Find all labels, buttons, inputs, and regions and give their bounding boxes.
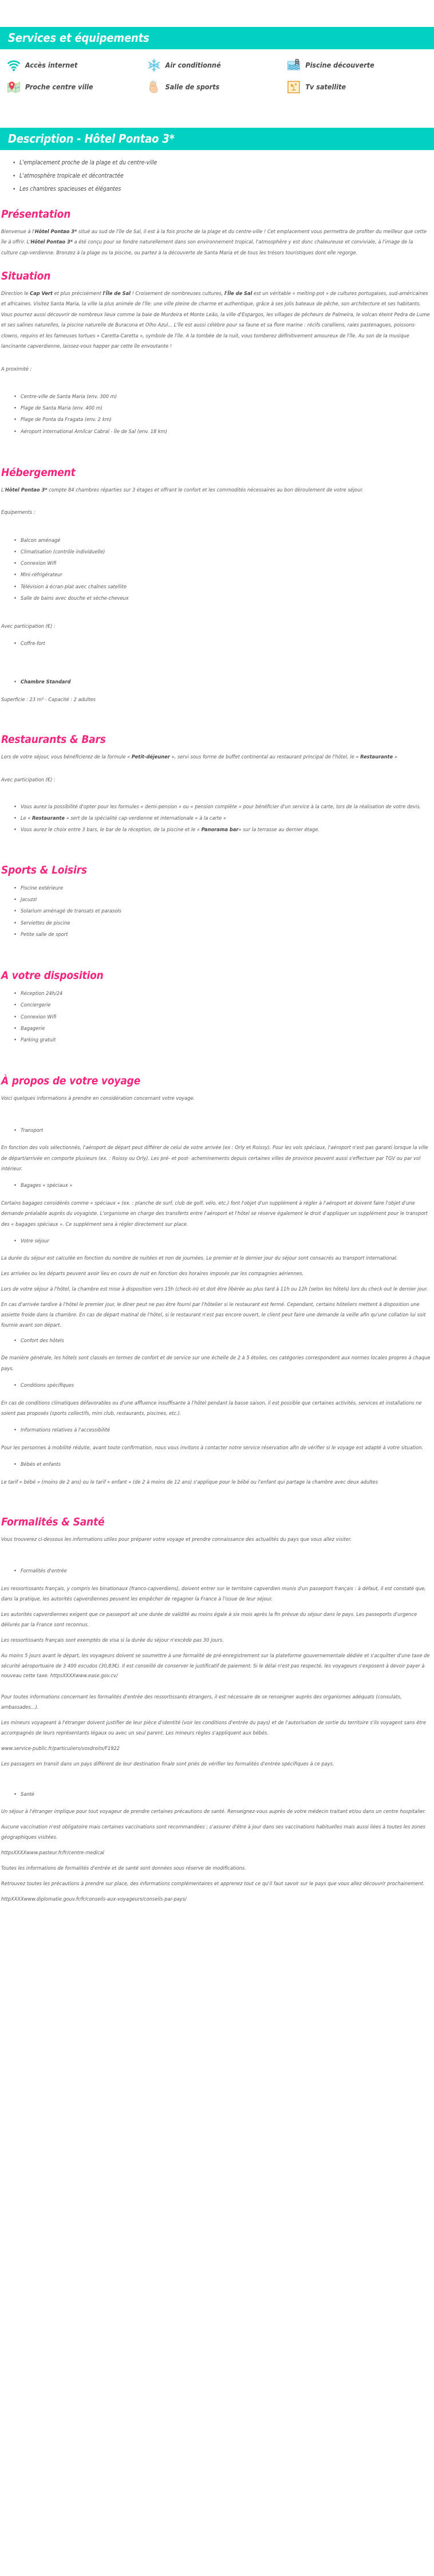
hotel-name: Hôtel Pontao 3*	[30, 239, 73, 246]
mid-spacer	[0, 102, 434, 128]
map-pin-icon	[7, 80, 21, 94]
list-item: • Transport	[21, 1126, 431, 1136]
snowflake-icon	[147, 58, 161, 72]
text-fragment: est un véritable « melting-pot » de cultures portugaises, sud-américaines et africaines. Visitez Santa Maria, la ville la plus animée de l'île: une ville pleine de charme et authentique, grâce à ses jolis bateaux de pêche, son architecture et ses habitants. Vous pourrez aussi découvrir de nombreux lieux comme la baie de Murdeira et Monte Leão, la ville d'Espargos, les villages de pêcheurs de Palmeira, le volcan éteint Pedra de Lume et ses salines naturelles, la piscine naturelle de Buracona et Olho Azul... L'île est aussi célèbre pour sa faune et sa flore marine : récifs coralliens, raies pastenagues, poissons-clowns, requins et les fameuses tortues « Caretta-Caretta », symbole de l'île. A la tombée de la nuit, vous tomberez définitivement amoureux de l'île. Au son de la musique lancinante capverdienne, laissez-vous happer par cette île envoutante !	[1, 290, 430, 350]
voyage-block-heading-bebes	[1, 1460, 431, 1470]
text-fragment: Vous aurez le choix entre 3 bars, le bar de la réception, de la piscine et le «	[21, 827, 202, 833]
restaurants-list	[1, 802, 431, 835]
health-paragraph: Un séjour à l'étranger implique pour tout voyageur de prendre certaines précautions de santé. Renseignez-vous auprès de votre médecin traitant et/ou dans un centre hospitalier.	[1, 1808, 426, 1815]
list-item: • Formalités d'entrée	[21, 1566, 431, 1576]
section-title-hebergement: Hébergement	[1, 466, 76, 479]
list-item: • Aéroport international Amilcar Cabral - Île de Sal (env. 18 km)	[21, 426, 431, 438]
spacer	[1, 1775, 431, 1785]
presentation-paragraph	[1, 227, 431, 258]
spacer	[1, 1494, 431, 1504]
voyage-paragraph: Lors de votre séjour à l'hôtel, la chambre est mise à disposition vers 15h (check-in) et doit être libérée au plus tard à 11h ou 12h (selon les hôtels) lors du check-out le dernier jour.	[1, 1286, 428, 1293]
text-fragment: situé au sud de l'île de Sal, il est à la fois proche de la plage et du centre-ville ! Cet emplacement vous permettra de profiter du meilleur que cette île à offrir. L'	[1, 228, 427, 246]
voyage-block-heading-confort	[1, 1336, 431, 1346]
amenity-satellite-tv	[287, 80, 427, 94]
section-title-voyage: À propos de votre voyage	[1, 1075, 141, 1088]
formalites-paragraph: Les mineurs voyageant à l'étranger doivent justifier de leur pièce d'identité (voir les conditions d'entrée du pays) et de l'autorisation de sortie du territoire s'ils voyagent sans être accompagnés de leurs représentants légaux ou avec un seul parent. Les mineurs règles s'appliquent aux bébés.	[1, 1720, 427, 1737]
spacer	[1, 1111, 431, 1121]
paid-options-list	[1, 638, 431, 650]
list-item: • Solarium aménagé de transats et parasols	[21, 906, 431, 917]
equipments-list	[1, 535, 431, 604]
voyage-paragraph: La durée du séjour est calculée en fonction du nombre de nuitées et non de journées. Le premier et le dernier jour du séjour sont consacrés au transport international.	[1, 1255, 398, 1262]
sports-list	[1, 883, 431, 941]
list-item: • Balcon aménagé	[21, 535, 431, 546]
list-item: • Bagages « spéciaux »	[21, 1181, 431, 1191]
spacer	[1, 1686, 431, 1692]
list-item: • Plage de Ponta da Fragata (env. 2 km)	[21, 414, 431, 426]
spacer	[1, 445, 431, 455]
list-item: • Conditions spécifiques	[21, 1381, 431, 1391]
text-fragment: compte 84 chambres réparties sur 3 étages et offrant le confort et les commodités nécessaires au bon déroulement de votre séjour.	[47, 486, 364, 493]
spacer	[1, 842, 431, 852]
voyage-block-heading-conditions	[1, 1381, 431, 1391]
list-item: • Télévision à écran-plat avec chaînes satellite	[21, 581, 431, 593]
text-fragment: et plus précisément	[52, 290, 103, 297]
hotel-name: Hôtel Pontao 3*	[5, 486, 48, 493]
hotel-name: Hôtel Pontao 3*	[34, 228, 77, 235]
list-item: • Coffre-fort	[21, 638, 431, 650]
health-link[interactable]: httpXXXXwww.diplomatie.gouv.fr/fr/conseils-aux-voyageurs/conseils-par-pays/	[1, 1896, 187, 1903]
amenity-gym	[147, 80, 287, 94]
voyage-paragraph: En cas d'arrivée tardive à l'hôtel le premier jour, le dîner peut ne pas être fourni par l'hôtelier si le restaurant est fermé. Cependant, certains hôteliers mettent à disposition une assiette froide dans la chambre. En cas de départ matinal de l'hôtel, si le restaurant n'est pas encore ouvert, le client peut faire une demande la veille afin qu'une collation lui soit fournie avant son départ.	[1, 1301, 426, 1329]
voyage-intro: Voici quelques informations à prendre en considération concernant votre voyage.	[1, 1095, 195, 1102]
disposition-list	[1, 988, 431, 1046]
room-types-list	[1, 677, 431, 688]
place-name: l'Île de Sal	[102, 290, 131, 297]
voyage-paragraph: Les arrivées ou les départs peuvent avoir lieu en cours de nuit en fonction des horaires imposés par les compagnies aériennes.	[1, 1271, 304, 1277]
health-paragraph: Toutes les informations de formalités d'entrée et de santé sont données sous réserve de modifications.	[1, 1865, 246, 1872]
text-fragment: » sert de la spécialité cap-verdienne et internationale « à la carte »	[65, 815, 226, 822]
amenity-label: Salle de sports	[165, 82, 220, 92]
formalites-link[interactable]: www.service-public.fr/particuliers/vosdroits/F1922	[1, 1745, 120, 1752]
section-title-formalites: Formalités & Santé	[1, 1516, 105, 1529]
formalites-entry-heading	[1, 1566, 431, 1576]
place-name: l'Île de Sal	[224, 290, 252, 297]
room-detail: Superficie : 23 m² - Capacité : 2 adultes	[1, 696, 96, 703]
list-item: • Confort des hôtels	[21, 1336, 431, 1346]
list-item: • Piscine extérieure	[21, 883, 431, 894]
text-fragment: a été conçu pour se fondre naturellement dans son environnement tropical, l'atmosphère y est donc chaleureuse et conviviale, à l'image de la culture cap-verdienne. Bronzez à la plage ou la piscine, ou partez à la découverte de Santa Maria et de tous les trésors touristiques dont elle regorge.	[1, 239, 413, 256]
list-item: • Plage de Santa Maria (env. 400 m)	[21, 403, 431, 414]
list-item: • Centre-ville de Santa Maria (env. 300 m)	[21, 391, 431, 403]
formalites-paragraph: Les ressortissants français sont exemptés de visa si la durée du séjour n'excède pas 30 jours.	[1, 1637, 224, 1643]
formalites-paragraph: Les autorités capverdiennes exigent que ce passeport ait une durée de validité au moins égale à six mois après la fin prévue du séjour dans le pays. Les passeports d'urgence délivrés par la France sont reconnus.	[1, 1611, 417, 1628]
formalites-paragraph: Les ressortissants français, y compris les binationaux (franco-capverdiens), doivent entrer sur le territoire capverdien munis d'un passeport français : à défaut, il est constaté que, dans la pratique, les autorités capverdiennes peuvent les empêcher de regagner la France à l'issue de leur séjour.	[1, 1585, 426, 1602]
amenity-air-conditioning	[147, 58, 287, 72]
spacer	[1, 792, 431, 797]
formalites-paragraph: Pour toutes informations concernant les formalités d'entrée des ressortissants étrangers, il est nécessaire de se renseigner auprès des organismes adéquats (consulats, ambassades...).	[1, 1694, 402, 1711]
list-item: • Réception 24h/24	[21, 988, 431, 1000]
voyage-paragraph: En cas de conditions climatiques défavorables ou d'une affluence insuffisante à l'hôtel pendant la basse saison, il est possible que certaines activités, services et installations ne soient pas proposés (sports collectifs, mini club, restaurants, piscines, etc.).	[1, 1399, 422, 1417]
satellite-tv-icon	[287, 80, 301, 94]
text-fragment: L'	[1, 486, 5, 493]
list-item: • Informations relatives à l'accessibilité	[21, 1425, 431, 1436]
pool-icon	[287, 58, 301, 72]
amenity-label: Air conditionné	[165, 61, 221, 70]
proximity-list	[1, 391, 431, 438]
place-name: Cap Vert	[30, 290, 53, 297]
list-item	[21, 802, 431, 812]
section-title-disposition: A votre disposition	[1, 969, 104, 982]
amenities-grid	[0, 49, 434, 102]
voyage-paragraph: Certains bagages considérés comme « spéciaux » (ex. : planche de surf, club de golf, vélo, etc.) font l'objet d'un supplément à régler à l'aéroport et doivent faire l'objet d'une demande préalable auprès du voyagiste. L'organisme en charge des transferts entre l'aéroport et l'hôtel se réserve également le droit d'appliquer un supplément pour le transport des « bagages spéciaux ». Ce supplément sera à régler directement sur place.	[1, 1199, 428, 1228]
amenity-internet	[7, 58, 147, 72]
health-paragraph: Aucune vaccination n'est obligatoire mais certaines vaccinations sont recommandées ; s'assurer d'être à jour dans ses vaccinations habituelles mais aussi liées à toutes les zones géographiques visitées.	[1, 1824, 425, 1841]
proximity-label: A proximité :	[1, 365, 32, 372]
voyage-block-heading-accessibilite	[1, 1425, 431, 1436]
wifi-icon	[7, 58, 21, 72]
spacer	[1, 381, 431, 387]
list-item: • Climatisation (contrôle individuelle)	[21, 546, 431, 558]
voyage-paragraph: Le tarif « bébé » (moins de 2 ans) ou le tarif « enfant » (de 2 à moins de 12 ans) s'applique pour le bébé ou l'enfant qui partage la chambre avec deux adultes	[1, 1478, 378, 1485]
amenity-city-center	[7, 80, 147, 94]
restaurants-paragraph	[1, 752, 431, 762]
list-item: • Bébés et enfants	[21, 1460, 431, 1470]
list-item: • Connexion Wifi	[21, 558, 431, 569]
voyage-paragraph: Pour les personnes à mobilité réduite, avant toute confirmation, nous vous invitons à contacter notre service réservation afin de vérifier si le voyage est adapté à votre situation.	[1, 1444, 424, 1451]
voyage-block-heading-sejour	[1, 1236, 431, 1246]
restaurant-name: Restaurante	[32, 815, 65, 822]
bar-name: Panorama bar	[201, 827, 239, 833]
spacer	[1, 657, 431, 672]
restaurant-name: Restaurante	[360, 754, 393, 761]
list-item: • Connexion Wifi	[21, 1012, 431, 1023]
description-banner	[0, 128, 434, 150]
list-item: • L'emplacement proche de la plage et du centre-ville	[19, 157, 434, 170]
formalites-paragraph: Les passagers en transit dans un pays différent de leur destination finale sont priés de vérifier les formalités d'entrée spécifiques à ce pays.	[1, 1761, 334, 1768]
spacer	[1, 359, 431, 364]
amenity-label: Accès internet	[25, 61, 78, 70]
services-banner	[0, 27, 434, 49]
amenity-label: Piscine découverte	[305, 61, 374, 70]
list-item	[21, 677, 431, 688]
situation-paragraph	[1, 289, 431, 352]
spacer	[1, 611, 431, 622]
voyage-block-heading-bagages	[1, 1181, 431, 1191]
list-item	[21, 825, 431, 835]
spacer	[1, 769, 431, 775]
list-item	[21, 813, 431, 824]
list-item: • Santé	[21, 1790, 431, 1800]
section-title-sports: Sports & Loisirs	[1, 863, 87, 876]
health-paragraph: Retrouvez toutes les précautions à prendre sur place, des informations complémentaires et apprenez tout ce qu'il faut savoir sur le pays que vous allez découvrir prochainement.	[1, 1881, 425, 1887]
description-banner-title: Description - Hôtel Pontao 3*	[8, 132, 175, 145]
list-item: • Petite salle de sport	[21, 929, 431, 941]
list-item: • Salle de bains avec douche et sèche-cheveux	[21, 593, 431, 604]
spacer	[1, 525, 431, 530]
description-highlights	[0, 157, 434, 196]
hebergement-paragraph	[1, 485, 431, 495]
list-item: • L'atmosphère tropicale et décontractée	[19, 170, 434, 183]
text-fragment: Le «	[21, 815, 33, 822]
list-item: • Jacuzzi	[21, 894, 431, 906]
room-type-name: Chambre Standard	[21, 678, 71, 685]
voyage-paragraph: En fonction des vols sélectionnés, l'aéroport de départ peut différer de celui de votre arrivée (ex : Orly et Roissy). Pour les vols spéciaux, l'aéroport n'est pas garanti lorsque la ville de départ/arrivée en comporte plusieurs (ex. : Roissy ou Orly). Les pré- et post- acheminements depuis certaines villes de province peuvent aussi s'effectuer par TGV ou par vol intérieur.	[1, 1145, 428, 1172]
voyage-paragraph: De manière générale, les hôtels sont classés en termes de confort et de service sur une échelle de 2 à 5 étoiles, ces catégories correspondent aux normes locales propres à chaque pays.	[1, 1355, 431, 1372]
formalites-intro: Vous trouverez ci-dessous les informations utiles pour préparer votre voyage et prendre connaissance des actualités du pays que vous allez visiter.	[1, 1536, 352, 1543]
formalites-health-heading	[1, 1790, 431, 1800]
amenity-label: Proche centre ville	[25, 82, 93, 92]
text-fragment: Vous aurez la possibilité d'opter pour les formules « demi-pension » ou « pension complète » pour bénéficier d'un service à la carte, lors de la réalisation de votre devis.	[21, 804, 421, 811]
top-spacer	[0, 0, 434, 27]
flexed-biceps-icon	[147, 80, 161, 94]
text-fragment: »	[393, 754, 397, 761]
meal-plan-name: Petit-déjeuner	[131, 754, 170, 761]
text-fragment: Bienvenue à l'	[1, 228, 35, 235]
spacer	[1, 502, 431, 508]
list-item: • Conciergerie	[21, 1000, 431, 1011]
spacer	[1, 1551, 431, 1562]
list-item: • Bagagerie	[21, 1023, 431, 1035]
spacer	[1, 711, 431, 722]
restaurants-paid-label: Avec participation (€) :	[1, 776, 56, 783]
document-body	[0, 209, 434, 1905]
section-title-restaurants: Restaurants & Bars	[1, 733, 106, 746]
amenity-pool	[287, 58, 427, 72]
voyage-block-heading-transport	[1, 1126, 431, 1136]
list-item: • Votre séjour	[21, 1236, 431, 1246]
spacer	[1, 1053, 431, 1063]
list-item: • Serviettes de piscine	[21, 918, 431, 929]
paid-options-label: Avec participation (€) :	[1, 623, 56, 630]
services-banner-title: Services et équipements	[8, 31, 149, 45]
spacer	[1, 947, 431, 958]
list-item: • Mini-réfrigérateur	[21, 569, 431, 581]
text-fragment: Direction le	[1, 290, 30, 297]
equipments-label: Equipements :	[1, 509, 35, 516]
list-item: • Les chambres spacieuses et élégantes	[19, 183, 434, 196]
amenity-label: Tv satellite	[305, 82, 346, 92]
health-link[interactable]: httpsXXXXwww.pasteur.fr/fr/centre-medical	[1, 1850, 104, 1857]
text-fragment: Lors de votre séjour, vous bénéficierez de la formule «	[1, 754, 132, 761]
section-title-presentation: Présentation	[1, 207, 71, 221]
text-fragment: ! Croisement de nombreuses cultures,	[131, 290, 224, 297]
list-item: • Parking gratuit	[21, 1035, 431, 1046]
formalites-paragraph: Au moins 5 jours avant le départ, les voyageurs doivent se soumettre à une formalité de pré-enregistrement sur la plateforme gouvernementale dédiée et s'acquitter d'une taxe de sécurité aéroportuaire de 3 400 escudos (30,83€). Il est conseillé de conserver le justificatif de paiement. Si le délai n'est pas respecté, les voyageurs s'exposent à devoir payer à nouveau cette taxe. httpsXXXXwww.ease.gov.cv/	[1, 1652, 430, 1680]
text-fragment: » sur la terrasse au dernier étage.	[238, 827, 319, 833]
section-title-situation: Situation	[1, 270, 51, 283]
text-fragment: », servi sous forme de buffet continental au restaurant principal de l'hôtel, le «	[169, 754, 361, 761]
